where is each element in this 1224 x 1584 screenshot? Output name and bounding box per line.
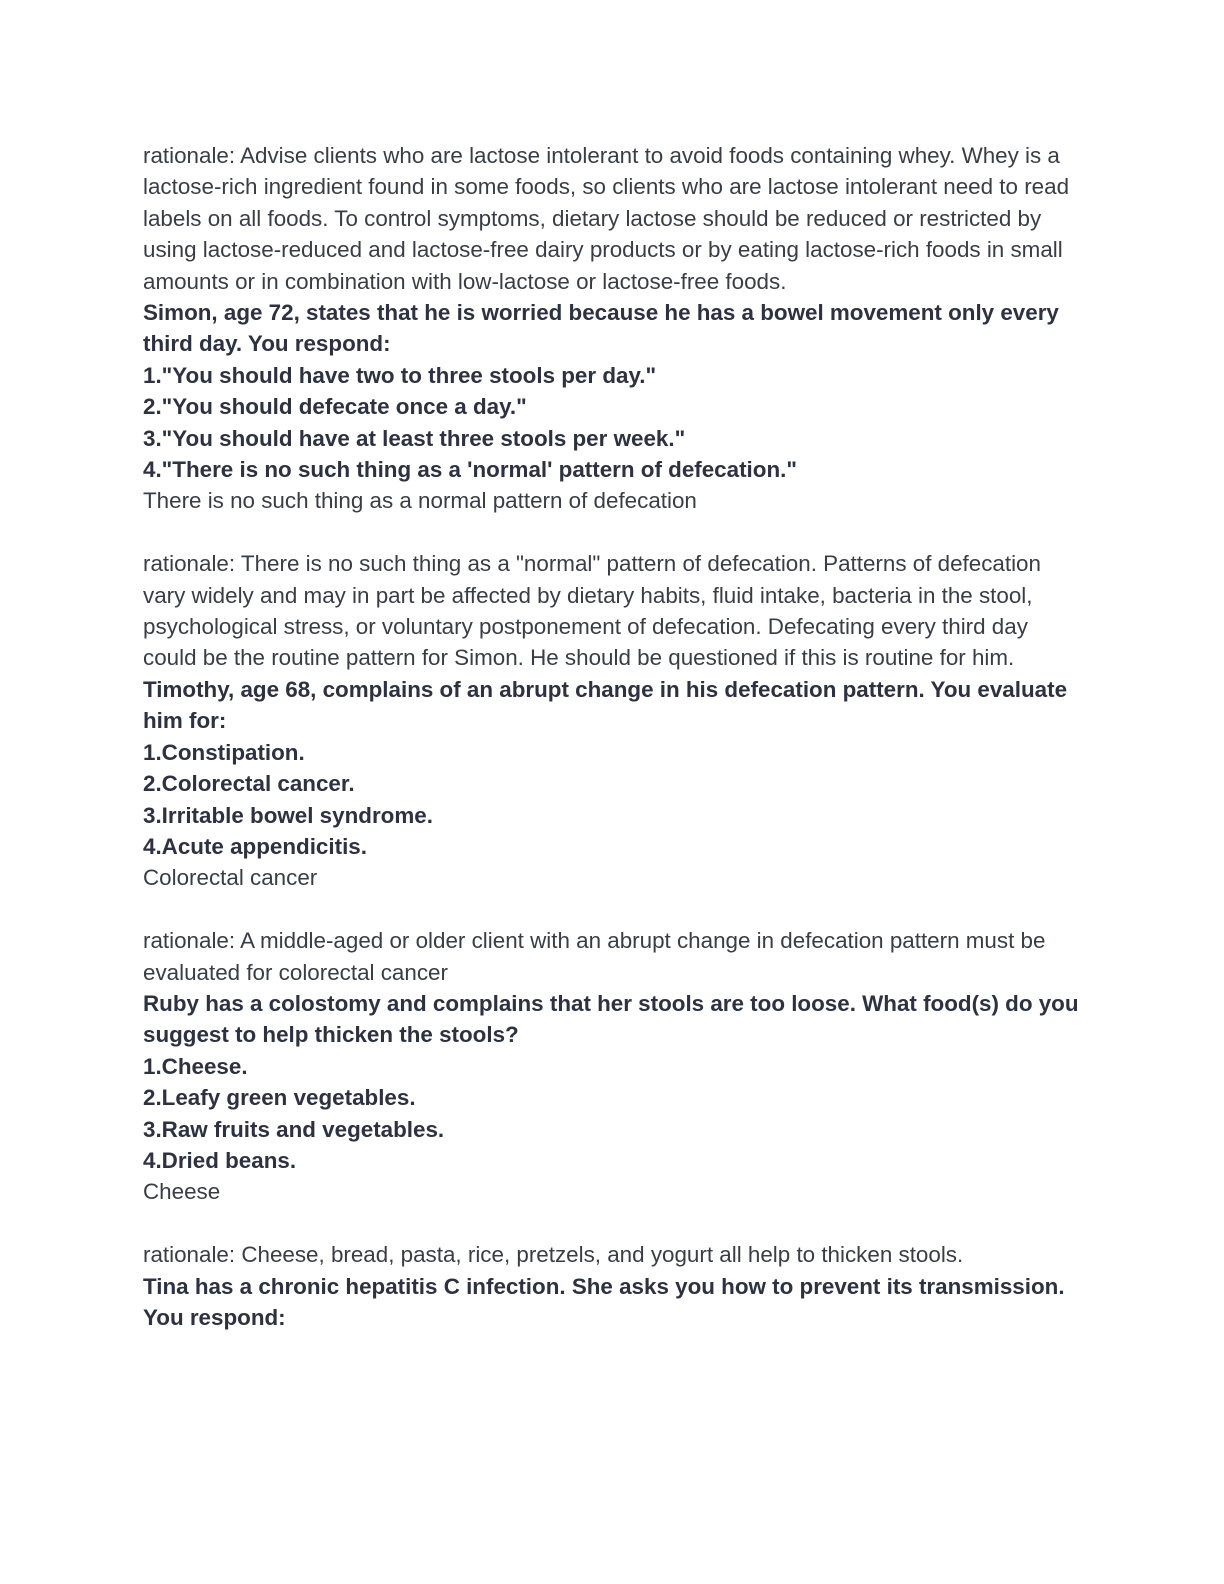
option-3: 3."You should have at least three stools per week." <box>143 425 686 451</box>
option-4: 4.Acute appendicitis. <box>143 833 367 859</box>
option-3: 3.Raw fruits and vegetables. <box>143 1116 445 1142</box>
rationale-simon: rationale: There is no such thing as a "normal" pattern of defecation. Patterns of defecation vary widely and may in part be affected by dietary habits, fluid intake, bacteria in the stool, psychological stress, or voluntary postponement of defecation. Defecating every third day could be the routine pattern for Simon. He should be questioned if this is routine for him. <box>143 551 1041 671</box>
option-2: 2."You should defecate once a day." <box>143 394 527 420</box>
rationale-ruby: rationale: Cheese, bread, pasta, rice, pretzels, and yogurt all help to thicken stools. <box>143 1242 964 1268</box>
answer-simon: There is no such thing as a normal pattern of defecation <box>143 488 697 514</box>
question-ruby: Ruby has a colostomy and complains that her stools are too loose. What food(s) do you suggest to help thicken the stools? <box>143 990 1079 1048</box>
paragraph-gap <box>143 517 1083 548</box>
question-timothy: Timothy, age 68, complains of an abrupt change in his defecation pattern. You evaluate him for: <box>143 676 1068 734</box>
option-1: 1."You should have two to three stools per day." <box>143 362 657 388</box>
option-1: 1.Constipation. <box>143 739 305 765</box>
option-4: 4.Dried beans. <box>143 1147 297 1173</box>
option-2: 2.Colorectal cancer. <box>143 771 355 797</box>
paragraph-gap <box>143 894 1083 925</box>
question-simon: Simon, age 72, states that he is worried because he has a bowel movement only every third day. You respond: <box>143 300 1059 357</box>
option-2: 2.Leafy green vegetables. <box>143 1085 416 1111</box>
document-body <box>143 140 1083 1333</box>
answer-ruby: Cheese <box>143 1179 221 1205</box>
paragraph-gap <box>143 1208 1083 1239</box>
rationale-lactose: rationale: Advise clients who are lactose intolerant to avoid foods containing whey. Whey is a lactose-rich ingredient found in some foods, so clients who are lactose intolerant need to read labels on all foods. To control symptoms, dietary lactose should be reduced or restricted by using lactose-reduced and lactose-free dairy products or by eating lactose-rich foods in small amounts or in combination with low-lactose or lactose-free foods. <box>143 143 1070 294</box>
option-1: 1.Cheese. <box>143 1053 248 1079</box>
rationale-timothy: rationale: A middle-aged or older client with an abrupt change in defecation pattern must be evaluated for colorectal cancer <box>143 928 1046 985</box>
option-3: 3.Irritable bowel syndrome. <box>143 802 433 828</box>
option-4: 4."There is no such thing as a 'normal' pattern of defecation." <box>143 457 797 483</box>
answer-timothy: Colorectal cancer <box>143 865 318 891</box>
question-tina: Tina has a chronic hepatitis C infection. She asks you how to prevent its transmission. You respond: <box>143 1273 1065 1330</box>
